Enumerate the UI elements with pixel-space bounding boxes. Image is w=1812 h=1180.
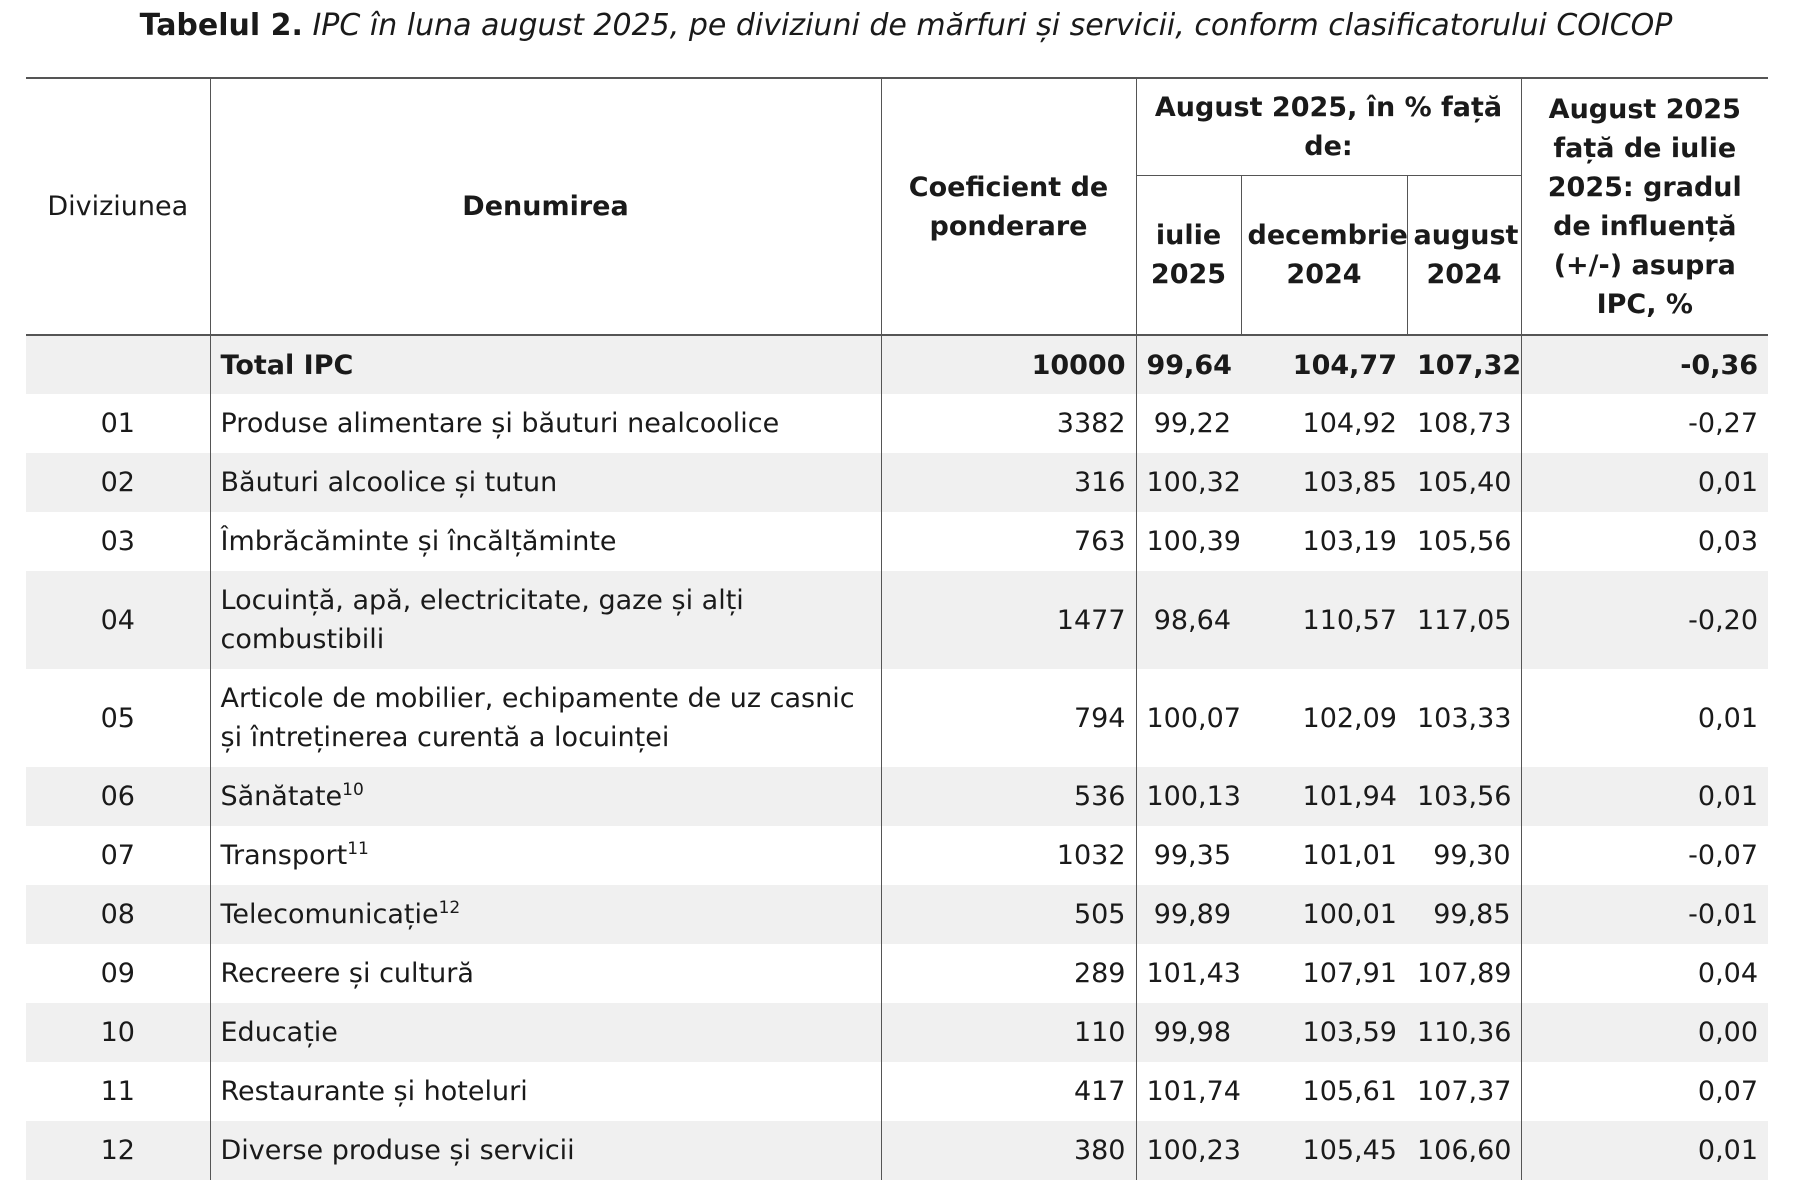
cell-name — [210, 767, 881, 826]
cell-weight: 536 — [881, 767, 1136, 826]
cpi-table — [26, 77, 1768, 1180]
cell-dec-2024: 103,19 — [1302, 526, 1397, 557]
table-row — [26, 394, 1768, 453]
cell-influence: -0,20 — [1521, 571, 1768, 669]
cell-division: 11 — [26, 1062, 210, 1121]
cell-influence: 0,01 — [1521, 453, 1768, 512]
cell-weight: 10000 — [881, 335, 1136, 394]
table-row — [26, 944, 1768, 1003]
table-row — [26, 1121, 1768, 1180]
cell-weight: 1477 — [881, 571, 1136, 669]
cell-division: 09 — [26, 944, 210, 1003]
row-label: Telecomunicație — [220, 899, 439, 930]
cell-division: 08 — [26, 885, 210, 944]
cell-jul-2025: 98,64 — [1136, 571, 1241, 669]
table-row — [26, 453, 1768, 512]
cell-division: 10 — [26, 1003, 210, 1062]
cell-aug-2024: 99,30 — [1407, 826, 1521, 885]
cell-weight: 380 — [881, 1121, 1136, 1180]
cell-division: 07 — [26, 826, 210, 885]
row-label: Transport — [220, 840, 348, 871]
table-row — [26, 571, 1768, 669]
cell-jul-2025: 99,22 — [1153, 408, 1231, 439]
cell-jul-2025: 99,89 — [1136, 885, 1241, 944]
cell-aug-2024: 110,36 — [1407, 1003, 1521, 1062]
cell-dec-2024: 105,61 — [1302, 1076, 1397, 1107]
row-label: Locuință, apă, electricitate, gaze și alți combustibili — [220, 585, 744, 655]
cell-aug-2024: 106,60 — [1407, 1121, 1521, 1180]
cell-aug-2024: 107,32 — [1407, 335, 1521, 394]
table-row — [26, 826, 1768, 885]
row-label: Educație — [220, 1017, 338, 1048]
cell-dec-2024: 101,94 — [1241, 767, 1407, 826]
cell-weight: 794 — [881, 669, 1136, 767]
cell-weight: 417 — [881, 1062, 1136, 1121]
header-dec-2024: decembrie 2024 — [1241, 176, 1407, 336]
table-row — [26, 1003, 1768, 1062]
cell-jul-2025: 101,74 — [1146, 1076, 1241, 1107]
cell-division: 01 — [26, 394, 210, 453]
cell-aug-2024: 99,85 — [1407, 885, 1521, 944]
cell-division: 12 — [26, 1121, 210, 1180]
cell-jul-2025: 100,07 — [1146, 702, 1241, 734]
table-row — [26, 669, 1768, 767]
cell-influence: -0,36 — [1521, 335, 1768, 394]
row-label: Articole de mobilier, echipamente de uz casnic și întreținerea curentă a locuinței — [220, 683, 855, 753]
cell-dec-2024: 100,01 — [1241, 885, 1407, 944]
cell-dec-2024: 104,92 — [1302, 408, 1397, 439]
cell-aug-2024: 103,56 — [1407, 767, 1521, 826]
cell-aug-2024: 107,37 — [1407, 1062, 1521, 1121]
cell-dec-2024: 107,91 — [1302, 958, 1397, 989]
cell-jul-2025: 100,13 — [1136, 767, 1241, 826]
cell-weight: 763 — [881, 512, 1136, 571]
cell-name — [210, 1003, 881, 1062]
table-body — [26, 335, 1768, 1180]
cell-influence: -0,27 — [1688, 408, 1759, 439]
row-label: Recreere și cultură — [220, 958, 474, 989]
cell-name — [210, 1062, 881, 1121]
cell-name — [210, 394, 881, 453]
cell-name — [210, 885, 881, 944]
cell-weight: 289 — [881, 944, 1136, 1003]
footnote-ref: 10 — [342, 780, 364, 800]
caption-text: IPC în luna august 2025, pe diviziuni de mărfuri și servicii, conform clasificatorului COICOP — [312, 8, 1673, 43]
header-weight: Coeficient de ponderare — [881, 78, 1136, 335]
table-row — [26, 1062, 1768, 1121]
cell-aug-2024: 105,40 — [1407, 453, 1521, 512]
cell-influence: 0,00 — [1521, 1003, 1768, 1062]
cell-jul-2025: 101,43 — [1146, 958, 1241, 989]
cell-aug-2024: 107,89 — [1407, 944, 1521, 1003]
header-aug-2024: august 2024 — [1407, 176, 1521, 336]
cell-influence: -0,07 — [1688, 840, 1759, 871]
header-influence: August 2025 față de iulie 2025: gradul de influență (+/-) asupra IPC, % — [1521, 78, 1768, 335]
cell-influence: -0,01 — [1521, 885, 1768, 944]
cell-influence: 0,03 — [1697, 526, 1759, 557]
cell-dec-2024: 103,85 — [1241, 453, 1407, 512]
cell-division: 05 — [26, 669, 210, 767]
cell-jul-2025: 100,32 — [1136, 453, 1241, 512]
cell-name — [210, 453, 881, 512]
caption-label: Tabelul 2. — [139, 8, 303, 43]
header-name: Denumirea — [210, 78, 881, 335]
cell-dec-2024: 110,57 — [1241, 571, 1407, 669]
cell-name — [210, 669, 881, 767]
cell-aug-2024: 108,73 — [1407, 394, 1521, 453]
cell-aug-2024: 105,56 — [1407, 512, 1521, 571]
table-row — [26, 512, 1768, 571]
cell-division — [26, 335, 210, 394]
cell-weight: 316 — [881, 453, 1136, 512]
footnote-ref: 12 — [438, 898, 461, 918]
cell-weight: 3382 — [881, 394, 1136, 453]
header-row-top — [26, 78, 1768, 176]
cell-dec-2024: 101,01 — [1302, 840, 1397, 871]
cell-influence: 0,01 — [1697, 702, 1759, 734]
footnote-ref: 11 — [347, 839, 369, 859]
row-label: Produse alimentare și băuturi nealcoolice — [220, 408, 780, 439]
cell-division: 04 — [26, 571, 210, 669]
row-label: Diverse produse și servicii — [220, 1135, 575, 1166]
cell-division: 03 — [26, 512, 210, 571]
cell-name — [210, 826, 881, 885]
cell-jul-2025: 100,39 — [1146, 526, 1241, 557]
cell-name — [210, 335, 881, 394]
row-label: Îmbrăcăminte și încălțăminte — [220, 526, 617, 557]
table-caption — [0, 6, 1812, 46]
row-label: Restaurante și hoteluri — [220, 1076, 528, 1107]
cell-influence: 0,01 — [1521, 767, 1768, 826]
cell-influence: 0,07 — [1697, 1076, 1759, 1107]
row-label: Băuturi alcoolice și tutun — [220, 467, 558, 498]
cell-weight: 505 — [881, 885, 1136, 944]
header-division: Diviziunea — [26, 78, 210, 335]
table-row — [26, 885, 1768, 944]
cell-jul-2025: 99,35 — [1153, 840, 1231, 871]
cell-name — [210, 512, 881, 571]
cell-dec-2024: 102,09 — [1302, 702, 1397, 734]
cell-weight: 110 — [881, 1003, 1136, 1062]
cell-influence: 0,01 — [1521, 1121, 1768, 1180]
cell-aug-2024: 103,33 — [1407, 669, 1521, 767]
cell-division: 06 — [26, 767, 210, 826]
header-group: August 2025, în % față de: — [1136, 78, 1521, 176]
table-row-total — [26, 335, 1768, 394]
cell-jul-2025: 100,23 — [1136, 1121, 1241, 1180]
cell-name — [210, 571, 881, 669]
cell-influence: 0,04 — [1697, 958, 1759, 989]
cell-weight: 1032 — [881, 826, 1136, 885]
cell-dec-2024: 104,77 — [1241, 335, 1407, 394]
row-label: Sănătate — [220, 781, 343, 812]
table-row — [26, 767, 1768, 826]
cell-name — [210, 944, 881, 1003]
cell-aug-2024: 117,05 — [1407, 571, 1521, 669]
cell-name — [210, 1121, 881, 1180]
cell-dec-2024: 103,59 — [1241, 1003, 1407, 1062]
cell-division: 02 — [26, 453, 210, 512]
cell-jul-2025: 99,98 — [1136, 1003, 1241, 1062]
cell-jul-2025: 99,64 — [1136, 335, 1241, 394]
cell-dec-2024: 105,45 — [1241, 1121, 1407, 1180]
row-label: Total IPC — [220, 349, 354, 381]
header-jul-2025: iulie 2025 — [1136, 176, 1241, 336]
